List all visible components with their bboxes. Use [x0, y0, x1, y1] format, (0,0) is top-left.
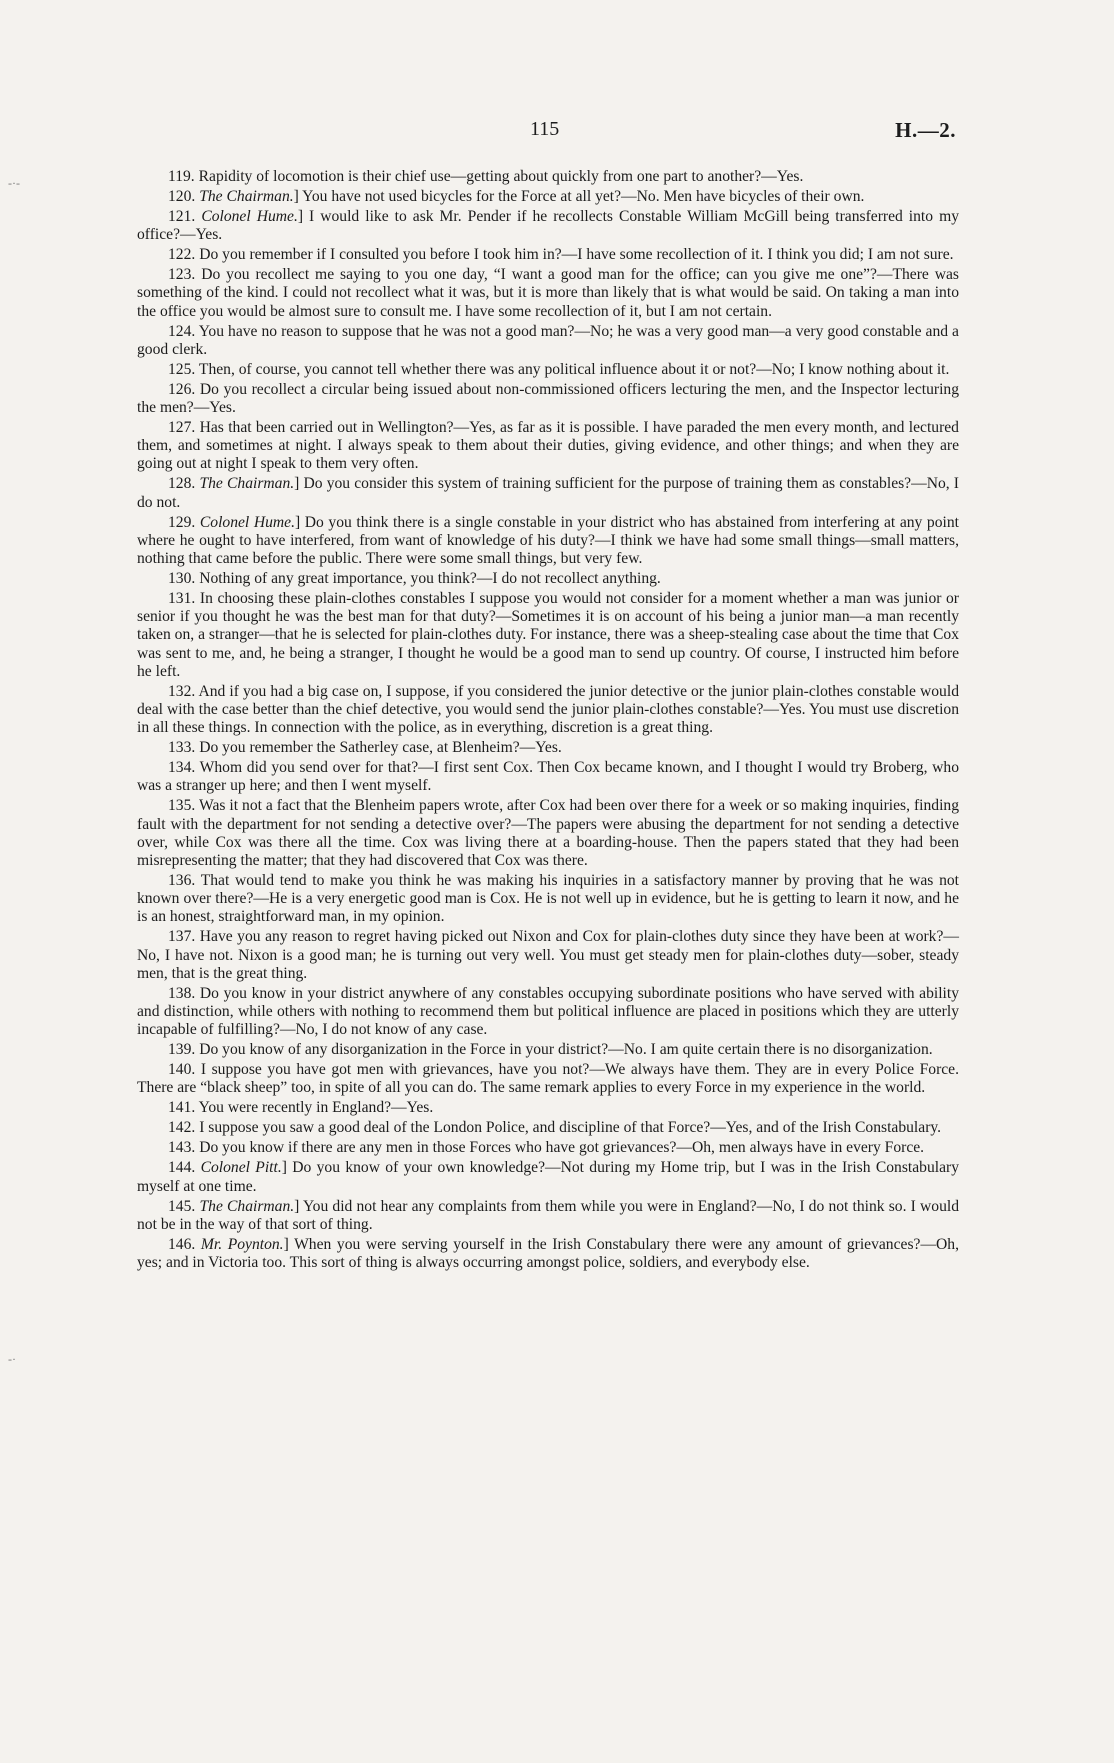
question-answer-paragraph: 146. Mr. Poynton.] When you were serving yourself in the Irish Constabulary there were any amount of grievances?—Oh, yes; and in Victoria too. This sort of thing is always occurring amongst police, soldiers, and everybody else. [137, 1235, 959, 1272]
question-number: 123. [168, 266, 196, 284]
question-number: 133. [168, 739, 196, 757]
question-number: 126. [168, 380, 196, 398]
question-answer-paragraph: 129. Colonel Hume.] Do you think there is a single constable in your district who has abstained from interfering at any point where he ought to have interfered, from want of knowledge of his duty?—I think we have had some small things—small matters, nothing that came before the public. There were some small things, but very few. [137, 513, 959, 568]
question-number: 122. [168, 246, 196, 264]
speaker-name: The Chairman. [199, 1197, 295, 1215]
testimony-text: Do you recollect me saying to you one day, “I want a good man for the office; can you give me one”?—There was something of the kind. I could not recollect what it was, but it is more than likely that is what would be said. On taking a man into the office you would be almost sure to consult me. I have some recollection of it, but I am not certain. [137, 266, 959, 320]
testimony-text: I suppose you have got men with grievances, have you not?—We always have them. They are in every Police Force. There are “black sheep” too, in spite of all you can do. The same remark applies to every Force in my experience in the world. [137, 1061, 960, 1097]
question-number: 142. [168, 1119, 196, 1137]
question-answer-paragraph [137, 683, 959, 738]
testimony-text: And if you had a big case on, I suppose, if you considered the junior detective or the junior plain-clothes constable would deal with the case better than the chief detective, you would send the junior plain-clothes constable?—Yes. You must use discretion in all these things. In connection with the police, as in everything, discretion is a great thing. [137, 682, 959, 737]
question-answer-paragraph [137, 1119, 959, 1137]
question-answer-paragraph [137, 361, 959, 379]
question-number: 136. [168, 872, 196, 890]
testimony-text: Do you remember the Satherley case, at Blenheim?—Yes. [199, 739, 562, 757]
page-number: 115 [530, 118, 560, 140]
testimony-text: Have you any reason to regret having picked out Nixon and Cox for plain-clothes duty since they have been at work?—No, I have not. Nixon is a good man; he is turning out very well. You must get steady men for plain-clothes duty—sober, steady men, that is the great thing. [137, 928, 959, 982]
question-answer-paragraph [137, 168, 959, 186]
question-number: 134. [168, 759, 196, 777]
question-number: 138. [168, 984, 196, 1002]
margin-mark: -· [8, 1352, 16, 1366]
question-number: 140. [168, 1061, 196, 1079]
testimony-text: Do you know of any disorganization in the Force in your district?—No. I am quite certain there is no disorganization. [199, 1041, 933, 1059]
question-number: 141. [168, 1099, 196, 1117]
question-number: 139. [168, 1041, 196, 1059]
question-number: 135. [168, 797, 196, 815]
testimony-text: I would like to ask Mr. Pender if he recollects Constable William McGill being transferred into my office?—Yes. [137, 208, 959, 244]
testimony-text: Do you think there is a single constable in your district who has abstained from interfering at any point where he ought to have interfered, from want of knowledge of his duty?—I think we have had some small things—small matters, nothing that came before the public. There were some small things, but very few. [137, 513, 959, 568]
question-answer-paragraph [137, 1139, 959, 1157]
testimony-text: You were recently in England?—Yes. [198, 1099, 434, 1117]
question-number: 137. [168, 928, 196, 946]
testimony-text: Was it not a fact that the Blenheim papers wrote, after Cox had been over there for a week or so making inquiries, finding fault with the department for not sending a detective over?—The papers were abusing the department for not sending a detective over, while Cox was there all the time. Cox was living there at a boarding-house. Then the papers stated that they had been misrepresenting the matter; that they had discovered that Cox was there. [137, 797, 959, 870]
question-answer-paragraph [137, 590, 959, 681]
question-number: 121. [168, 208, 196, 225]
question-answer-paragraph [137, 1099, 959, 1117]
question-number: 129. [168, 513, 196, 531]
testimony-body [137, 168, 959, 1274]
speaker-name: Mr. Poynton. [200, 1235, 284, 1253]
testimony-text: That would tend to make you think he was making his inquiries in a satisfactory manner by proving that he was not known over there?—He is a very energetic good man is Cox. He is not well up in evidence, but he is getting to learn it now, and he is an honest, straightforward man, in my opinion. [137, 872, 959, 926]
testimony-text: Do you consider this system of training sufficient for the purpose of training them as constables?—No, I do not. [137, 475, 959, 511]
question-answer-paragraph [137, 266, 959, 321]
testimony-text: Do you know in your district anywhere of any constables occupying subordinate positions who have served with ability and distinction, while others with nothing to recommend them but political influence are placed in positions which they are utterly incapable of fulfilling?—No, I do not know of any case. [137, 984, 959, 1039]
question-number: 120. [168, 188, 196, 205]
testimony-text: You did not hear any complaints from them while you were in England?—No, I do not think so. I would not be in the way of that sort of thing. [137, 1197, 959, 1233]
question-number: 144. [168, 1159, 196, 1177]
testimony-text: In choosing these plain-clothes constables I suppose you would not consider for a moment whether a man was junior or senior if you thought he was the best man for that duty?—Sometimes it is on account of his being a junior man—a man recently taken on, a stranger—that he is selected for plain-clothes duty. For instance, there was a sheep-stealing case about the time that Cox was sent to me, and, he being a stranger, I thought he would be a good man to send up country. Of course, I instructed him before he left. [137, 590, 959, 680]
question-number: 127. [168, 419, 196, 437]
testimony-text: You have no reason to suppose that he was not a good man?—No; he was a very good man—a very good constable and a good clerk. [137, 322, 959, 358]
speaker-name: The Chairman. [199, 475, 295, 493]
question-answer-paragraph [137, 1061, 959, 1097]
testimony-text: Nothing of any great importance, you think?—I do not recollect anything. [199, 570, 661, 588]
question-answer-paragraph [137, 872, 959, 927]
question-answer-paragraph [137, 570, 959, 588]
question-answer-paragraph [137, 323, 959, 359]
question-answer-paragraph [137, 246, 959, 264]
testimony-text: Do you know of your own knowledge?—Not during my Home trip, but I was in the Irish Constabulary myself at one time. [137, 1159, 960, 1195]
page-header [0, 118, 1114, 148]
question-number: 125. [168, 360, 196, 378]
question-number: 146. [168, 1235, 196, 1253]
question-number: 124. [168, 322, 196, 340]
question-number: 131. [168, 590, 196, 608]
question-number: 128. [168, 475, 196, 493]
question-number: 145. [168, 1197, 196, 1215]
testimony-text: Do you remember if I consulted you before I took him in?—I have some recollection of it. I think you did; I am not sure. [199, 246, 954, 264]
margin-mark: -·- [8, 176, 20, 190]
question-number: 119. [168, 168, 195, 185]
speaker-name: Colonel Pitt. [200, 1159, 282, 1177]
question-answer-paragraph [137, 419, 959, 474]
document-reference: H.—2. [895, 118, 956, 142]
speaker-name: Colonel Hume. [199, 513, 295, 531]
question-answer-paragraph [137, 985, 959, 1040]
testimony-text: Whom did you send over for that?—I first sent Cox. Then Cox became known, and I thought I would try Broberg, who was a stranger up here; and then I went myself. [137, 759, 959, 795]
question-number: 132. [168, 682, 196, 700]
testimony-text: Has that been carried out in Wellington?—Yes, as far as it is possible. I have paraded the men every month, and lectured them, and sometimes at night. I always speak to them about their duties, giving evidence, and other things; and when they are going out at night I speak to them very often. [137, 419, 959, 473]
question-answer-paragraph [137, 928, 959, 983]
testimony-text: Do you recollect a circular being issued about non-commissioned officers lecturing the men, and the Inspector lecturing the men?—Yes. [137, 380, 959, 417]
testimony-text: I suppose you saw a good deal of the London Police, and discipline of that Force?—Yes, and of the Irish Constabulary. [199, 1119, 942, 1137]
question-answer-paragraph [137, 739, 959, 757]
testimony-text: Do you know if there are any men in those Forces who have got grievances?—Oh, men always have in every Force. [199, 1139, 925, 1157]
testimony-text: Then, of course, you cannot tell whether there was any political influence about it or not?—No; I know nothing about it. [198, 360, 950, 378]
testimony-text: When you were serving yourself in the Irish Constabulary there were any amount of grievances?—Oh, yes; and in Victoria too. This sort of thing is always occurring amongst police, soldiers, and everybody else. [137, 1235, 959, 1272]
question-answer-paragraph: 121. Colonel Hume.] I would like to ask Mr. Pender if he recollects Constable William McGill being transferred into my office?—Yes. [137, 208, 959, 244]
question-answer-paragraph: 144. Colonel Pitt.] Do you know of your own knowledge?—Not during my Home trip, but I was in the Irish Constabulary myself at one time. [137, 1159, 960, 1195]
question-answer-paragraph [137, 381, 959, 417]
question-answer-paragraph: 120. The Chairman.] You have not used bicycles for the Force at all yet?—No. Men have bicycles of their own. [168, 188, 865, 205]
speaker-name: The Chairman. [199, 188, 294, 205]
testimony-text: Rapidity of locomotion is their chief use—getting about quickly from one part to another?—Yes. [198, 168, 804, 185]
testimony-text: You have not used bicycles for the Force at all yet?—No. Men have bicycles of their own. [302, 188, 865, 205]
question-answer-paragraph: 128. The Chairman.] Do you consider this system of training sufficient for the purpose of training them as constables?—No, I do not. [137, 475, 959, 511]
question-number: 143. [168, 1139, 196, 1157]
question-answer-paragraph [137, 759, 959, 795]
question-answer-paragraph [137, 1041, 959, 1059]
question-answer-paragraph: 145. The Chairman.] You did not hear any complaints from them while you were in England?—No, I do not think so. I would not be in the way of that sort of thing. [137, 1197, 959, 1233]
question-answer-paragraph [137, 797, 959, 870]
speaker-name: Colonel Hume. [201, 208, 298, 225]
question-number: 130. [168, 570, 196, 588]
